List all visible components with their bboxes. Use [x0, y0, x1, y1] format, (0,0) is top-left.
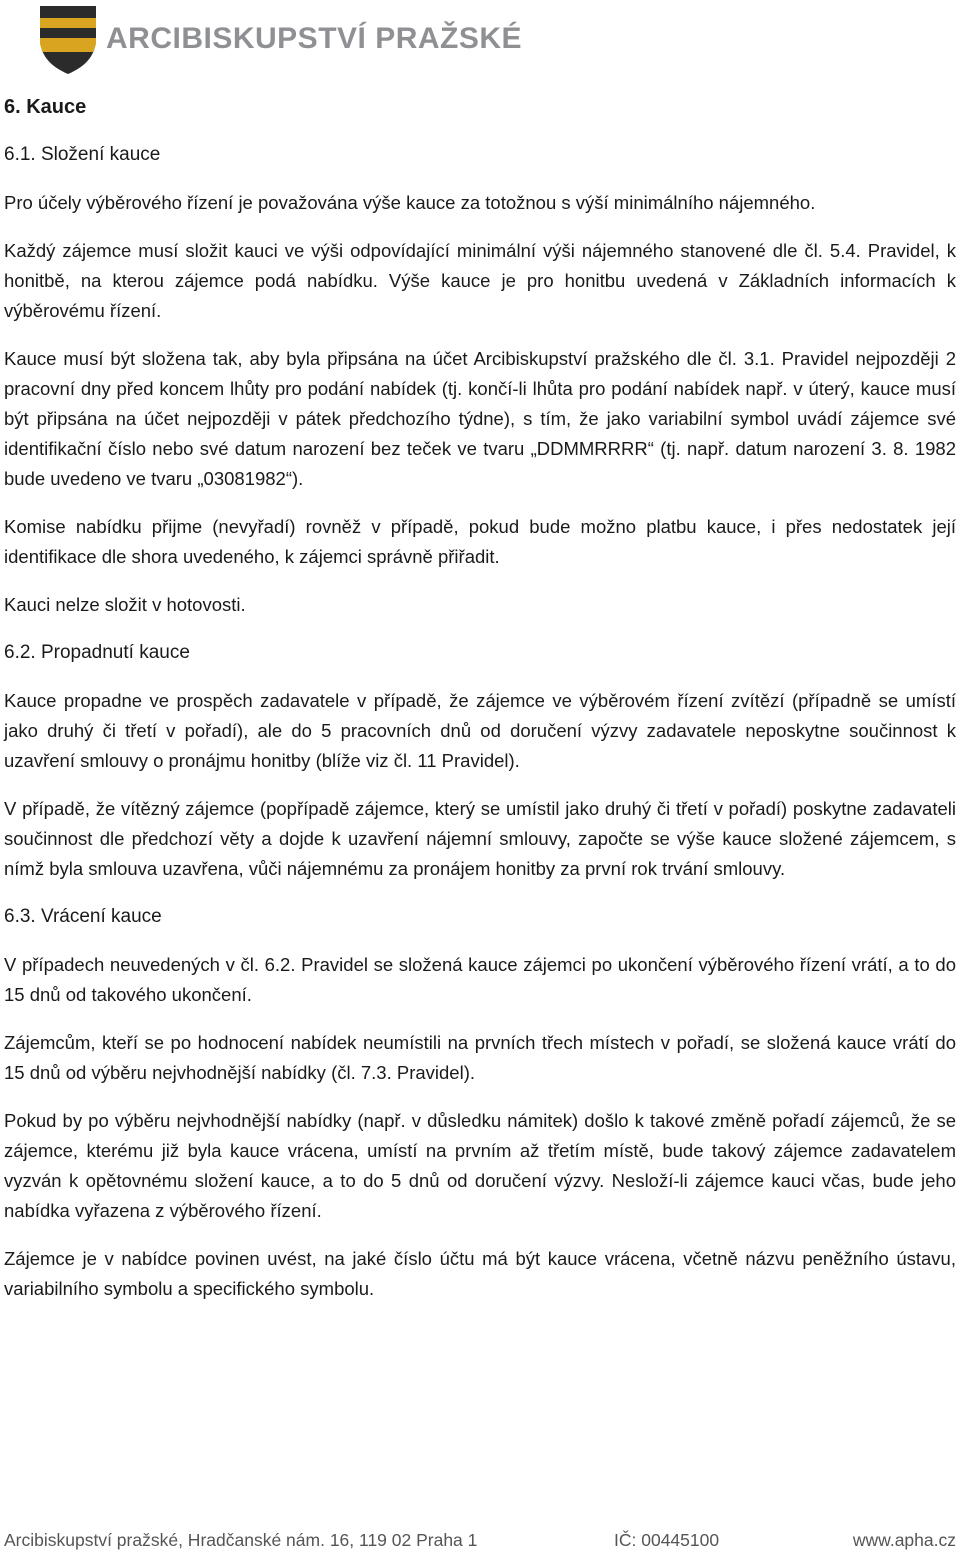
paragraph: Zájemce je v nabídce povinen uvést, na jaké číslo účtu má být kauce vrácena, včetně názvu peněžního ústavu, variabilního symbolu a specifického symbolu. [4, 1248, 956, 1299]
page-header [38, 4, 578, 76]
footer-website-link[interactable]: www.apha.cz [852, 1530, 956, 1550]
paragraph: Kauci nelze složit v hotovosti. [4, 594, 246, 615]
paragraph: Kauce musí být složena tak, aby byla připsána na účet Arcibiskupství pražského dle čl. 3.1. Pravidel nejpozději 2 pracovní dny před koncem lhůty pro podání nabídek (tj. končí-li lhůta pro podání nabídek např. v úterý, kauce musí být připsána na účet nejpozději v pátek předchozího týdne), s tím, že jako variabilní symbol uvádí zájemce své identifikační číslo nebo své datum narození bez teček ve tvaru „DDMMRRRR“ (tj. např. datum narození 3. 8. 1982 bude uvedeno ve tvaru „03081982“). [4, 348, 956, 489]
paragraph: Každý zájemce musí složit kauci ve výši odpovídající minimální výši nájemného stanovené dle čl. 5.4. Pravidel, k honitbě, na kterou zájemce podá nabídku. Výše kauce je pro honitbu uvedená v Základních informacích k výběrovému řízení. [4, 240, 956, 321]
archdiocese-shield-icon [38, 4, 98, 76]
paragraph: Kauce propadne ve prospěch zadavatele v případě, že zájemce ve výběrovém řízení zvítězí (případně se umístí jako druhý či třetí v pořadí), ale do 5 pracovních dnů od doručení výzvy zadavatele neposkytne součinnost k uzavření smlouvy o pronájmu honitby (blíže viz čl. 11 Pravidel). [4, 690, 956, 771]
paragraph: V případě, že vítězný zájemce (popřípadě zájemce, který se umístil jako druhý či třetí v pořadí) poskytne zadavateli součinnost dle předchozí věty a dojde k uzavření nájemní smlouvy, započte se výše kauce složené zájemcem, s nímž byla smlouva uzavřena, vůči nájemnému za pronájem honitby za první rok trvání smlouvy. [4, 798, 956, 879]
footer-address: Arcibiskupství pražské, Hradčanské nám. 16, 119 02 Praha 1 [4, 1530, 478, 1550]
paragraph: Pokud by po výběru nejvhodnější nabídky (např. v důsledku námitek) došlo k takové změně pořadí zájemců, že se zájemce, kterému již byla kauce vrácena, umístí na prvním až třetím místě, bude takový zájemce zadavatelem vyzván k opětovnému složení kauce, a to do 5 dnů od doručení výzvy. Nesloží-li zájemce kauci včas, bude jeho nabídka vyřazena z výběrového řízení. [4, 1110, 956, 1221]
page-footer [4, 1530, 956, 1556]
document-body [4, 92, 956, 1322]
subsection-title-6-2: 6.2. Propadnutí kauce [4, 642, 190, 663]
paragraph: Komise nabídku přijme (nevyřadí) rovněž v případě, pokud bude možno platbu kauce, i přes nedostatek její identifikace dle shora uvedeného, k zájemci správně přiřadit. [4, 516, 956, 567]
subsection-title-6-1: 6.1. Složení kauce [4, 144, 161, 165]
footer-ico: IČ: 00445100 [614, 1530, 720, 1550]
paragraph: V případech neuvedených v čl. 6.2. Pravidel se složená kauce zájemci po ukončení výběrového řízení vrátí, a to do 15 dnů od takového ukončení. [4, 954, 956, 1005]
subsection-title-6-3: 6.3. Vrácení kauce [4, 906, 162, 927]
paragraph: Zájemcům, kteří se po hodnocení nabídek neumístili na prvních třech místech v pořadí, se složená kauce vrátí do 15 dnů od výběru nejvhodnější nabídky (čl. 7.3. Pravidel). [4, 1032, 956, 1083]
section-title: 6. Kauce [4, 96, 87, 118]
brand-name: ARCIBISKUPSTVÍ PRAŽSKÉ [106, 22, 523, 55]
paragraph: Pro účely výběrového řízení je považována výše kauce za totožnou s výší minimálního nájemného. [4, 192, 816, 213]
